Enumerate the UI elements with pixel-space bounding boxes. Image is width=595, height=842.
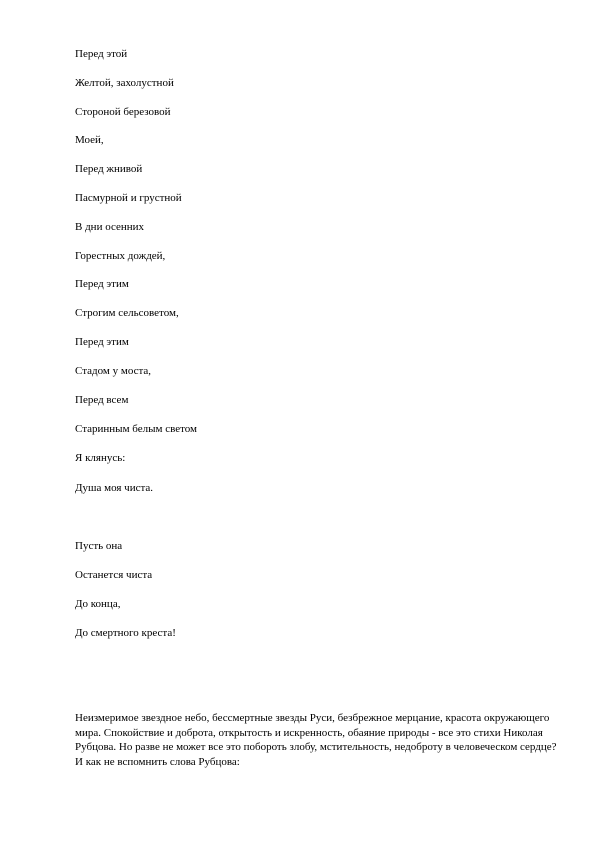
prose-paragraph [75, 711, 560, 769]
poem-line: Старинным белым светом [75, 423, 198, 435]
poem-line: Перед этим [75, 278, 129, 290]
poem-line: Я клянусь: [75, 452, 126, 464]
poem-line: Строгим сельсоветом, [75, 307, 179, 319]
poem-line: Перед жнивой [75, 163, 143, 175]
poem-line: Стадом у моста, [75, 365, 152, 377]
poem-line: Перед всем [75, 394, 129, 406]
poem-line: В дни осенних [75, 221, 145, 233]
poem-line: Моей, [75, 134, 104, 146]
poem-line: Перед этим [75, 336, 129, 348]
paragraph-text: Неизмеримое звездное небо, бессмертные звезды Руси, безбрежное мерцание, красота окружающего мира. Спокойствие и доброта, открытость и искренность, обаяние природы - все это стихи Николая Рубцова. Но разве не может все это побороть злобу, мстительность, недоброту в человеческом сердце? И как не вспомнить слова Рубцова: [75, 712, 557, 768]
poem-line: Стороной березовой [75, 106, 171, 118]
poem-line: Пусть она [75, 540, 123, 552]
poem-line: До смертного креста! [75, 627, 176, 639]
poem-line: Душа моя чиста. [75, 482, 154, 494]
poem-line: До конца, [75, 598, 121, 610]
poem-line: Перед этой [75, 48, 128, 60]
poem-line: Горестных дождей, [75, 250, 166, 262]
poem-line: Желтой, захолустной [75, 77, 174, 89]
poem-line: Пасмурной и грустной [75, 192, 182, 204]
poem-line: Останется чиста [75, 569, 153, 581]
